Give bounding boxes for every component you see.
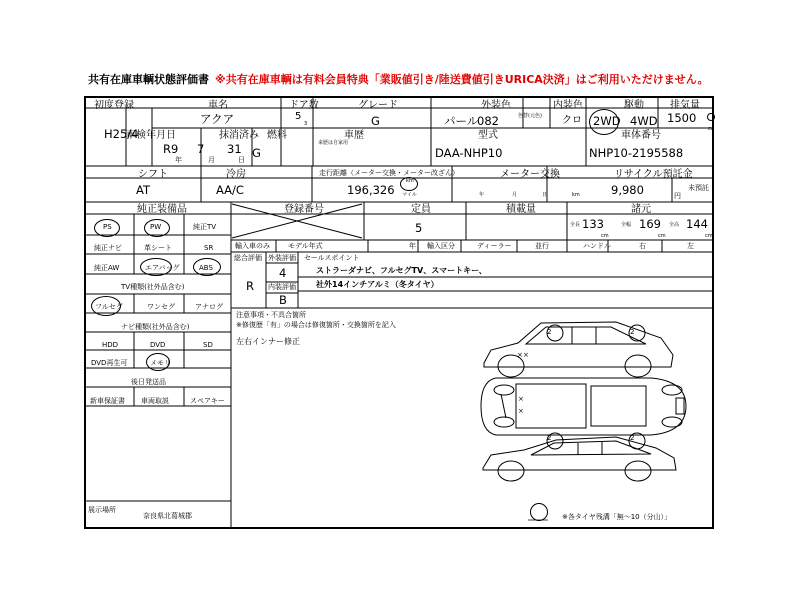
fuel-value: G xyxy=(252,146,261,160)
recycle-label: リサイクル預託金 xyxy=(614,169,693,180)
history-note: 来歴は自家用 xyxy=(318,140,349,146)
import-label: 輸入車のみ xyxy=(235,242,270,250)
exterior-eval-label: 外装評価 xyxy=(268,254,296,262)
doors-label: ドア数 xyxy=(289,100,319,111)
doors-value: 5 xyxy=(295,111,302,122)
sales-point-line2: 社外14インチアルミ（冬タイヤ） xyxy=(316,280,439,289)
dims-label: 諸元 xyxy=(631,204,651,215)
handle-left: 左 xyxy=(687,242,694,250)
mileage-value: 196,326 xyxy=(347,183,395,197)
load-label: 積載量 xyxy=(506,204,536,215)
history-label: 車歴 xyxy=(344,130,364,141)
document-header xyxy=(88,71,708,87)
equip-navi: 純正ナビ xyxy=(94,244,122,252)
dealer-option: ディーラー xyxy=(477,242,512,250)
sales-point-label: セールスポイント xyxy=(304,254,360,262)
color-value: パール xyxy=(444,114,479,128)
damage-mark-2: × xyxy=(523,351,529,359)
damage-mark-3: × xyxy=(518,395,524,403)
cc-unit: cc xyxy=(708,126,714,132)
color-label: 外装色 xyxy=(481,100,511,111)
import-cat-label: 輸入区分 xyxy=(427,242,455,250)
navi-dvd: DVD xyxy=(150,341,166,349)
equipment-title: 純正装備品 xyxy=(137,204,187,215)
width-value: 169 xyxy=(639,217,661,231)
location-value: 奈良県北葛城郡 xyxy=(143,512,192,520)
height-label: 全高 xyxy=(669,222,680,228)
interior-label: 内装色 xyxy=(553,100,583,111)
exterior-eval-value: 4 xyxy=(279,266,287,280)
inspection-status: 抹消済み xyxy=(219,130,259,141)
drive-2wd: 2WD xyxy=(593,114,621,128)
equip-tv: 純正TV xyxy=(193,223,217,231)
first-reg-label: 初度登録 xyxy=(94,100,134,111)
interior-value: クロ xyxy=(562,115,582,126)
model-label: 型式 xyxy=(478,130,498,141)
sales-point-line1: ストラーダナビ、フルセグTV、スマートキー、 xyxy=(316,266,487,275)
docs-title: 後日発送品 xyxy=(131,378,166,386)
damage-mark-1: × xyxy=(517,351,523,359)
location-label: 展示場所 xyxy=(88,506,116,514)
notice-text: ※共有在庫車輌は有料会員特典「業販値引き/陸送費値引きURICA決済」はご利用いただけません。 xyxy=(215,73,709,86)
tire-label: ※各タイヤ残溝「無～10（分山）」 xyxy=(562,513,672,521)
parallel-option: 並行 xyxy=(535,242,549,250)
docs-warranty: 新車保証書 xyxy=(90,397,125,405)
chassis-label: 車体番号 xyxy=(621,130,661,141)
notes-text: 左右インナー修正 xyxy=(236,337,300,346)
wheel-label-4: 2 xyxy=(630,434,635,442)
inspection-day: 31 xyxy=(227,142,242,156)
first-reg-value: H25/4 xyxy=(104,127,139,141)
equip-airbag: エアバッグ xyxy=(145,264,180,272)
mileage-label: 走行距離（メーター交換・メーター改ざん） xyxy=(319,169,459,177)
equip-ps: PS xyxy=(103,223,112,231)
color-code: 082 xyxy=(477,114,499,128)
equip-leather: 革シート xyxy=(144,244,172,252)
navi-hdd: HDD xyxy=(102,341,119,349)
handle-right: 右 xyxy=(639,242,646,250)
chassis-value: NHP10-2195588 xyxy=(589,146,684,160)
notes-sub: ※修復歴「有」の場合は修復箇所・交換箇所を記入 xyxy=(236,321,396,329)
width-label: 全幅 xyxy=(621,222,632,228)
inspection-month: 7 xyxy=(197,142,205,156)
wheel-label-1: 2 xyxy=(547,328,552,336)
docs-manual: 車両取説 xyxy=(141,397,169,405)
length-label: 全長 xyxy=(570,222,581,228)
ac-label: 冷房 xyxy=(226,169,246,180)
interior-eval-label: 内装評価 xyxy=(268,283,296,291)
km-unit: km xyxy=(406,178,414,184)
grade-label: グレード xyxy=(358,100,398,111)
recycle-status: 未預託 xyxy=(688,184,709,192)
drive-4wd: 4WD xyxy=(630,114,658,128)
equip-abs: ABS xyxy=(199,264,213,272)
car-name-value: アクア xyxy=(200,112,235,126)
inspection-label: 車検年月日 xyxy=(126,130,176,141)
model-year-label: モデル年式 xyxy=(288,242,323,250)
equip-pw: PW xyxy=(150,223,162,231)
navi-dvd-play: DVD再生可 xyxy=(91,359,128,367)
fuel-label: 燃料 xyxy=(267,130,287,141)
length-value: 133 xyxy=(582,217,604,231)
grade-value: G xyxy=(371,114,380,128)
drive-label: 駆動 xyxy=(624,100,644,111)
model-value: DAA-NHP10 xyxy=(435,146,503,160)
tv-one: ワンセグ xyxy=(147,303,175,311)
navi-sd: SD xyxy=(203,341,213,349)
damage-mark-4: × xyxy=(518,407,524,415)
total-eval-value: R xyxy=(246,279,254,293)
total-eval-label: 総合評価 xyxy=(234,254,262,262)
shift-label: シフト xyxy=(138,169,168,180)
evaluation-sheet: 初度登録 車名 ドア数 グレード 外装色 内装色 駆動 排気量 H25/4 アクア 5 3 G パール 082 色替(元色) クロ 2WD 4WD 1500 cc 車検年月日 抹消済み 燃料 車歴 型式 車体番号 R9 7 31 年 月 日 G 来歴は自家用 DAA-NHP10 NHP10-2195588 シフト 冷房 走行距離（メーター交換・メーター改ざん） メーター交換 リサイクル預託金 AT AA/C 196,326 km マイル 年 月 日 km 9,980 円 未預託 純正装備品 PS PW 純正TV 純正ナビ 革シート SR 純正AW エアバッグ ABS TV種類(社外品含む) フルセグ ワンセグ アナログ ナビ種類(社外品含む) HDD DVD SD DVD再生可 メモリ 後日発送品 新車保証書 車両取説 スペアキー 展示場所 奈良県北葛城郡 登録番号 定員 5 積載量 諸元 全長 133 cm 全幅 169 cm 全高 144 cm 輸入車のみ モデル年式 年 輸入区分 ディーラー 並行 ハンドル 右 左 総合評価 外装評価 4 R 内装評価 B セールスポイント ストラーダナビ、フルセグTV、スマートキー、 社外14インチアルミ（冬タイヤ） 注意事項・不具合箇所 ※修復歴「有」の場合は修復箇所・交換箇所を記入 左右インナー修正 ※各タイヤ残溝「無～10（分山）」 2 2 2 2 × × × × xyxy=(84,96,714,529)
meter-swap-label: メーター交換 xyxy=(500,169,560,180)
recycle-value: 9,980 xyxy=(611,183,644,197)
equip-sr: SR xyxy=(204,244,214,252)
tv-full: フルセグ xyxy=(95,303,123,311)
yen-unit: 円 xyxy=(674,192,681,200)
ac-value: AA/C xyxy=(216,183,244,197)
capacity-label: 定員 xyxy=(411,204,431,215)
shift-value: AT xyxy=(136,183,150,197)
notes-label: 注意事項・不具合箇所 xyxy=(236,311,306,319)
car-diagram xyxy=(481,322,686,481)
displacement-label: 排気量 xyxy=(670,100,700,111)
tv-title: TV種類(社外品含む) xyxy=(121,283,185,291)
car-name-label: 車名 xyxy=(208,100,228,111)
reg-number-label: 登録番号 xyxy=(284,204,324,215)
displacement-value: 1500 xyxy=(667,111,697,125)
mile-unit: マイル xyxy=(402,192,417,198)
navi-memory: メモリ xyxy=(150,359,171,367)
equip-aw: 純正AW xyxy=(94,264,120,272)
interior-eval-value: B xyxy=(279,293,287,307)
day-unit: 日 xyxy=(238,156,245,164)
wheel-label-2: 2 xyxy=(630,328,635,336)
handle-label: ハンドル xyxy=(583,242,611,250)
month-unit: 月 xyxy=(208,156,215,164)
inspection-era: R9 xyxy=(163,142,179,156)
capacity-value: 5 xyxy=(415,221,423,235)
model-year-unit: 年 xyxy=(409,242,416,250)
year-unit: 年 xyxy=(175,156,182,164)
navi-title: ナビ種類(社外品含む) xyxy=(121,323,190,331)
grid-lines xyxy=(86,98,716,531)
height-value: 144 xyxy=(686,217,708,231)
tv-analog: アナログ xyxy=(195,303,223,311)
color-code-label: 色替(元色) xyxy=(518,113,542,119)
wheel-label-3: 2 xyxy=(547,434,552,442)
document-title: 共有在庫車輌状態評価書 xyxy=(88,73,209,86)
docs-spare-key: スペアキー xyxy=(190,397,225,405)
